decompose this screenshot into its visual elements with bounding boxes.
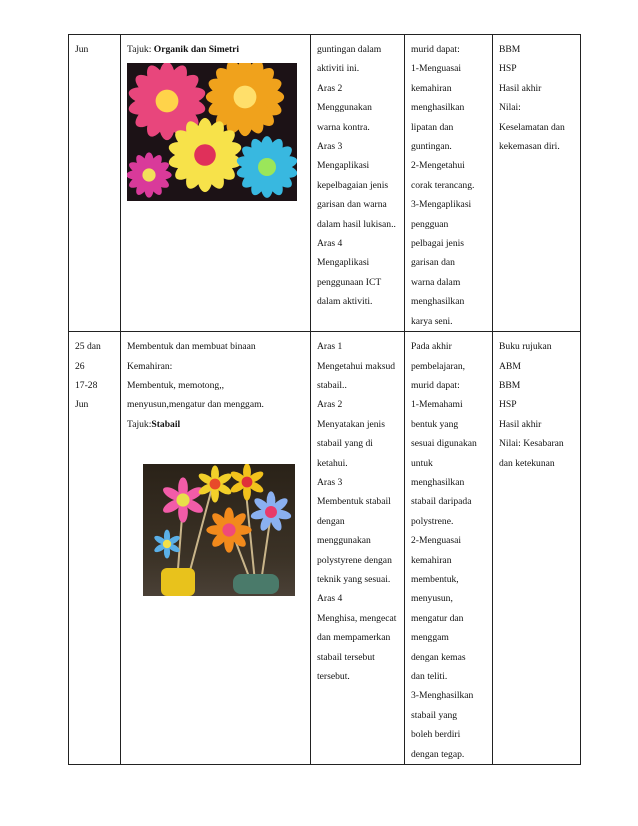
text-line: Aras 2 <box>317 82 343 94</box>
week-cell <box>69 35 121 332</box>
text-line: Jun <box>75 44 89 55</box>
topic-line: Tajuk:Stabail <box>127 418 181 430</box>
text-line: Membentuk stabail <box>317 496 391 508</box>
text-line: stabail.. <box>317 379 347 391</box>
week-cell <box>69 332 121 765</box>
text-line: stabail daripada <box>411 496 472 508</box>
text-line: stabail yang <box>411 709 458 721</box>
text-line: Aras 4 <box>317 593 343 605</box>
objective-cell <box>405 332 493 765</box>
text-line: corak terancang. <box>411 179 475 191</box>
stabile-sculpture-photo <box>143 464 295 596</box>
text-line: aktiviti ini. <box>317 63 360 75</box>
text-line: Aras 3 <box>317 476 343 488</box>
text-line: Hasil akhir <box>499 82 542 94</box>
yellow-flower-icon <box>197 466 233 503</box>
text-line: Menggunakan <box>317 102 372 114</box>
text-line: polystrene. <box>411 515 454 527</box>
text-line: murid dapat: <box>411 44 460 55</box>
text-line: Membentuk, memotong,, <box>127 379 224 391</box>
text-line: Hasil akhir <box>499 418 542 430</box>
text-line: 3-Mengaplikasi <box>411 199 472 211</box>
text-line: Aras 1 <box>317 341 343 353</box>
text-line: lipatan dan <box>411 121 454 133</box>
table-row <box>69 35 581 332</box>
text-line: menggunakan <box>317 535 371 547</box>
green-pot-icon <box>233 574 279 594</box>
blue-flower-icon <box>250 492 292 533</box>
text-line: dan teliti. <box>411 671 448 682</box>
text-line: pengguan <box>411 218 449 230</box>
text-line: tersebut. <box>317 671 350 682</box>
text-line: 25 dan <box>75 341 101 353</box>
text-line: HSP <box>499 399 517 411</box>
text-line: garisan dan <box>411 257 455 269</box>
text-line: guntingan dalam <box>317 44 382 55</box>
text-line: 1-Menguasai <box>411 63 462 75</box>
text-line: dalam aktiviti. <box>317 296 373 308</box>
text-line: Mengaplikasi <box>317 160 370 172</box>
text-line: Jun <box>75 399 89 411</box>
table-row <box>69 332 581 765</box>
text-line: Menghisa, mengecat <box>317 612 397 624</box>
text-line: warna dalam <box>411 276 461 288</box>
objective-cell <box>405 35 493 332</box>
paper-snowflake-photo <box>127 63 297 201</box>
resource-cell <box>493 35 581 332</box>
text-line: BBM <box>499 44 521 55</box>
text-line: Keselamatan dan <box>499 121 565 133</box>
text-line: Nilai: <box>499 102 521 114</box>
lesson-plan-table <box>68 34 581 765</box>
text-line: menghasilkan <box>411 102 465 114</box>
text-line: sesuai digunakan <box>411 438 477 450</box>
text-line: pembelajaran, <box>411 360 466 372</box>
text-line: karya seni. <box>411 315 453 327</box>
text-line: menyusun,mengatur dan menggam. <box>127 399 264 411</box>
text-line: ketahui. <box>317 457 348 469</box>
text-line: dalam hasil lukisan.. <box>317 218 396 230</box>
text-line: kemahiran <box>411 82 452 94</box>
text-line: Membentuk dan membuat binaan <box>127 341 256 353</box>
text-line: garisan dan warna <box>317 199 387 211</box>
text-line: dengan <box>317 515 345 527</box>
text-line: mengatur dan <box>411 612 464 624</box>
magenta-snowflake-icon <box>127 153 172 198</box>
text-line: murid dapat: <box>411 379 460 391</box>
text-line: 1-Memahami <box>411 399 463 411</box>
text-line: ABM <box>499 360 521 372</box>
blue-snowflake-icon <box>235 137 297 199</box>
text-line: kekemasan diri. <box>499 141 560 153</box>
text-line: 2-Menguasai <box>411 535 462 547</box>
yellow-pot-icon <box>161 568 195 596</box>
text-line: menghasilkan <box>411 476 465 488</box>
text-line: Aras 4 <box>317 238 343 250</box>
text-line: HSP <box>499 63 517 75</box>
text-line: dengan kemas <box>411 651 466 663</box>
text-line: BBM <box>499 379 521 391</box>
text-line: membentuk, <box>411 573 459 585</box>
text-line: dan mempamerkan <box>317 632 391 644</box>
text-line: Nilai: Kesabaran <box>499 438 564 450</box>
level-cell <box>311 35 405 332</box>
text-line: Mengaplikasi <box>317 257 370 269</box>
text-line: menggam <box>411 632 449 644</box>
text-line: Aras 3 <box>317 141 343 153</box>
text-line: Mengetahui maksud <box>317 360 396 372</box>
text-line: 3-Menghasilkan <box>411 690 474 702</box>
text-line: kemahiran <box>411 554 452 566</box>
text-line: stabail yang di <box>317 438 373 450</box>
topic-cell <box>121 35 311 332</box>
small-blue-flower-icon <box>153 530 181 559</box>
text-line: boleh berdiri <box>411 729 461 741</box>
text-line: Aras 2 <box>317 399 343 411</box>
text-line: bentuk yang <box>411 418 459 430</box>
text-line: menghasilkan <box>411 296 465 308</box>
text-line: polystyrene dengan <box>317 554 392 566</box>
text-line: untuk <box>411 457 433 469</box>
text-line: warna kontra. <box>317 121 370 133</box>
text-line: guntingan. <box>411 141 452 153</box>
text-line: dengan tegap. <box>411 748 465 760</box>
pink-flower-icon <box>161 477 205 522</box>
level-cell <box>311 332 405 765</box>
activity-cell <box>121 332 311 765</box>
text-line: menyusun, <box>411 593 453 605</box>
text-line: pelbagai jenis <box>411 238 465 250</box>
text-line: penggunaan ICT <box>317 276 382 288</box>
text-line: 17-28 <box>75 379 98 391</box>
text-line: dan ketekunan <box>499 457 555 469</box>
text-line: stabail tersebut <box>317 651 375 663</box>
text-line: Buku rujukan <box>499 341 552 353</box>
text-line: 26 <box>75 360 85 372</box>
orange-flower-icon <box>206 507 251 552</box>
text-line: Menyatakan jenis <box>317 418 385 430</box>
text-line: 2-Mengetahui <box>411 160 465 172</box>
text-line: kepelbagaian jenis <box>317 179 389 191</box>
yellow-flower-icon <box>229 464 265 501</box>
text-line: Pada akhir <box>411 341 452 353</box>
text-line: teknik yang sesuai. <box>317 573 391 585</box>
text-line: Kemahiran: <box>127 360 173 372</box>
resource-cell <box>493 332 581 765</box>
topic-line: Tajuk: Organik dan Simetri <box>127 44 240 55</box>
